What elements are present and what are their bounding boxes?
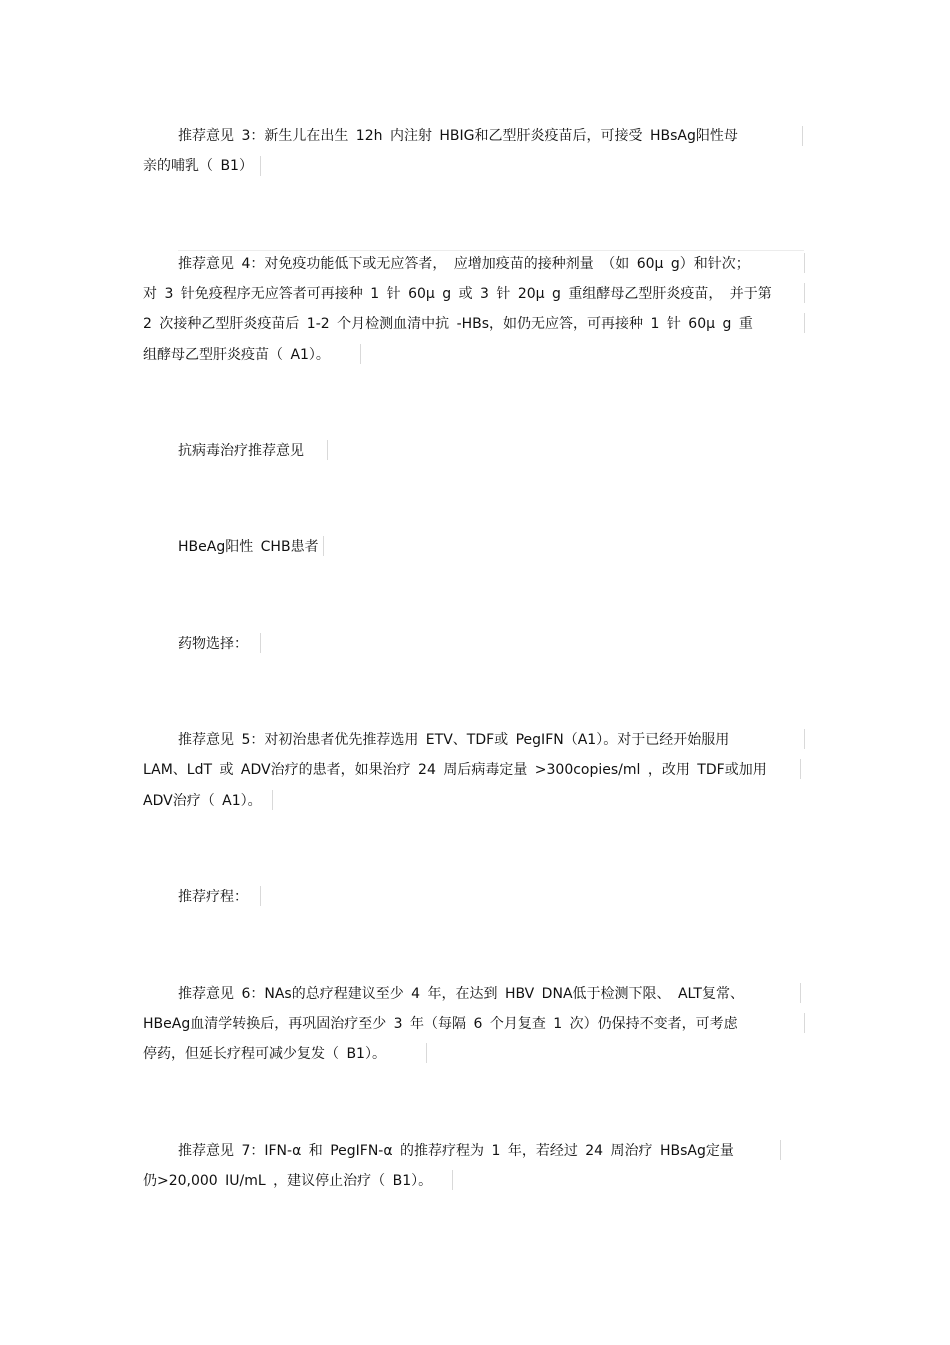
rec3-line-2: 亲的哺乳（ B1） <box>143 158 253 174</box>
hbeag-heading: HBeAg阳性 CHB患者 <box>178 539 319 555</box>
text-box-edge <box>800 759 801 779</box>
text-box-edge <box>804 729 805 749</box>
rec5-line-3: ADV治疗（ A1）。 <box>143 793 262 809</box>
text-box-edge <box>780 1140 781 1160</box>
rec4-line-2: 对 3 针免疫程序无应答者可再接种 1 针 60μ g 或 3 针 20μ g 重组酵母乙型肝炎疫苗， 并于第 <box>143 286 772 302</box>
text-box-edge <box>360 344 361 364</box>
rec4-line-3: 2 次接种乙型肝炎疫苗后 1-2 个月检测血清中抗 -HBs，如仍无应答，可再接种 1 针 60μ g 重 <box>143 316 753 332</box>
course-heading: 推荐疗程： <box>178 889 248 905</box>
text-box-edge <box>272 790 273 810</box>
text-box-edge <box>804 253 805 273</box>
rec6-line-3: 停药，但延长疗程可减少复发（ B1）。 <box>143 1046 386 1062</box>
text-box-edge <box>323 536 324 556</box>
text-box-edge <box>260 156 261 176</box>
rec7-line-1: 推荐意见 7：IFN-α 和 PegIFN-α 的推荐疗程为 1 年，若经过 24 周治疗 HBsAg定量 <box>178 1143 734 1159</box>
rec4-line-4: 组酵母乙型肝炎疫苗（ A1）。 <box>143 347 330 363</box>
text-box-edge <box>802 126 803 146</box>
drug-heading: 药物选择： <box>178 636 248 652</box>
text-box-edge <box>804 1013 805 1033</box>
text-box-edge <box>804 313 805 333</box>
antiviral-heading: 抗病毒治疗推荐意见 <box>178 443 304 459</box>
text-box-edge <box>426 1043 427 1063</box>
text-box-edge <box>260 886 261 906</box>
text-box-edge <box>804 283 805 303</box>
text-box-edge <box>452 1170 453 1190</box>
rec3-line-1: 推荐意见 3：新生儿在出生 12h 内注射 HBIG和乙型肝炎疫苗后，可接受 HBsAg阳性母 <box>178 128 738 144</box>
rec5-line-1: 推荐意见 5：对初治患者优先推荐选用 ETV、TDF或 PegIFN（A1）。对于已经开始服用 <box>178 732 730 748</box>
rec5-line-2: LAM、LdT 或 ADV治疗的患者，如果治疗 24 周后病毒定量 >300copies/ml ，改用 TDF或加用 <box>143 762 767 778</box>
text-box-edge <box>327 440 328 460</box>
rec7-line-2: 仍>20,000 IU/mL ，建议停止治疗（ B1）。 <box>143 1173 433 1189</box>
text-box-edge <box>800 983 801 1003</box>
rec6-line-2: HBeAg血清学转换后，再巩固治疗至少 3 年（每隔 6 个月复查 1 次）仍保持不变者，可考虑 <box>143 1016 738 1032</box>
text-box-edge <box>260 633 261 653</box>
rec4-line-1: 推荐意见 4：对免疫功能低下或无应答者， 应增加疫苗的接种剂量 （如 60μ g）和针次； <box>178 256 750 272</box>
rec6-line-1: 推荐意见 6：NAs的总疗程建议至少 4 年，在达到 HBV DNA低于检测下限、 ALT复常、 <box>178 986 744 1002</box>
text-box-edge <box>178 250 804 251</box>
